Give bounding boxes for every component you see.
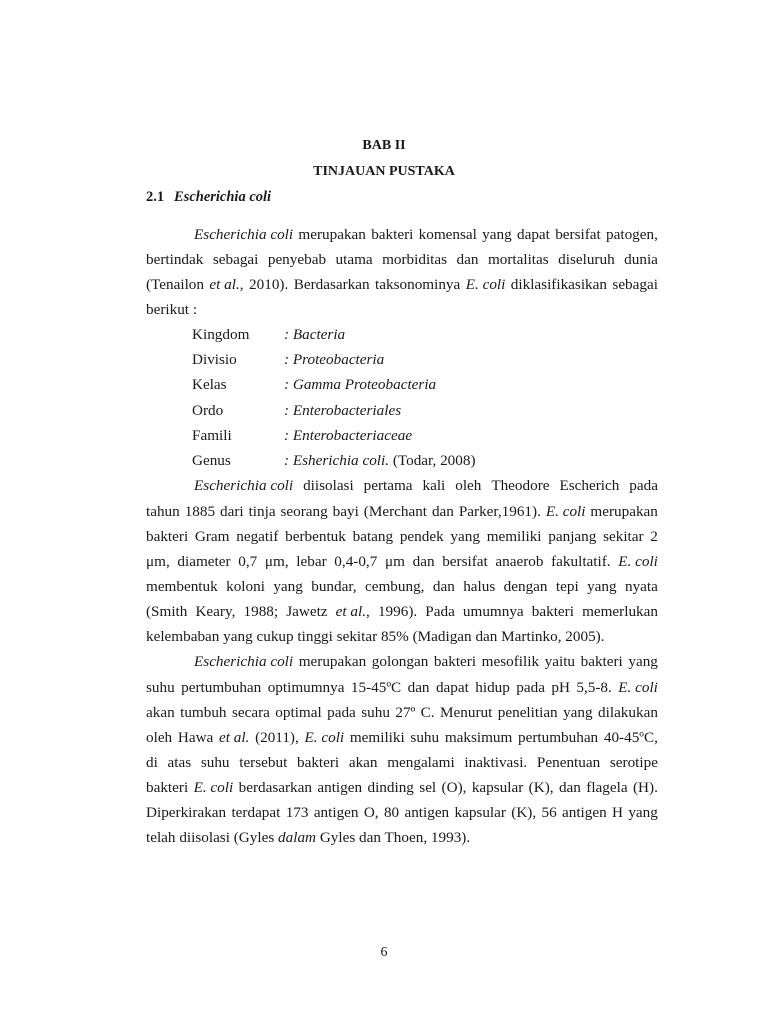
word: bayi xyxy=(332,503,359,520)
paragraph-1-line-2 xyxy=(146,251,658,269)
word: patogen, xyxy=(606,226,658,243)
word: 15-45ºC xyxy=(350,679,402,696)
word: umumnya xyxy=(462,603,524,620)
word: memerlukan xyxy=(582,603,658,620)
paragraph-2-line-2 xyxy=(146,503,658,521)
word: dan xyxy=(432,578,455,595)
word: seorang xyxy=(280,503,328,520)
word: kapsular xyxy=(454,804,506,821)
word: sekitar xyxy=(603,528,644,545)
paragraph-3-line-6 xyxy=(146,779,658,797)
word: E. coli xyxy=(193,779,234,796)
section-title: Escherichia coli xyxy=(174,189,272,205)
word: sebagai xyxy=(212,251,259,268)
taxonomy-row xyxy=(192,351,384,369)
word: antigen xyxy=(404,804,450,821)
word: (Gyles xyxy=(233,829,275,846)
word: dan xyxy=(456,251,479,268)
word: E. coli xyxy=(618,679,658,696)
word: diklasifikasikan xyxy=(510,276,607,293)
word: yang xyxy=(628,653,658,670)
word: Escherichia coli xyxy=(194,477,294,494)
word: dunia xyxy=(624,251,658,268)
section-number: 2.1 xyxy=(146,189,165,205)
word: dinding xyxy=(367,779,414,796)
word: cembung, xyxy=(365,578,425,595)
word: bersifat xyxy=(442,553,488,570)
word: penyebab xyxy=(267,251,327,268)
word: 5,5-8. xyxy=(576,679,612,696)
word: diisolasi xyxy=(179,829,230,846)
paragraph-3-line-7 xyxy=(146,804,658,822)
word: E. coli xyxy=(465,276,506,293)
taxonomy-value: : Gamma Proteobacteria xyxy=(284,376,437,393)
word: Berdasarkan xyxy=(293,276,370,293)
word: dan xyxy=(412,553,435,570)
word: yang xyxy=(587,578,617,595)
word: bakteri xyxy=(371,226,414,243)
word: yang xyxy=(223,628,253,645)
taxonomy-rank: Famili xyxy=(192,427,232,444)
taxonomy-rank: Genus xyxy=(192,452,231,469)
word: penelitian xyxy=(497,704,558,721)
word: pada xyxy=(516,679,545,696)
word: utama xyxy=(335,251,373,268)
word: halus xyxy=(463,578,496,595)
word: mesofilik xyxy=(481,653,540,670)
word: fakultatif. xyxy=(551,553,611,570)
word: 2 xyxy=(650,528,658,545)
word: negatif xyxy=(236,528,279,545)
word: 27º xyxy=(395,704,416,721)
word: merupakan xyxy=(298,226,366,243)
paragraph-1-line-1 xyxy=(194,226,658,244)
word: suhu xyxy=(410,729,440,746)
word: dapat xyxy=(435,679,469,696)
word: tepi xyxy=(555,578,579,595)
word: Gram xyxy=(194,528,230,545)
paragraph-2-line-4 xyxy=(146,553,658,571)
paragraph-2-line-3 xyxy=(146,528,658,546)
word: (O), xyxy=(441,779,467,796)
word: Hawa xyxy=(177,729,214,746)
word: pertama xyxy=(363,477,413,494)
word: antigen xyxy=(562,804,607,821)
word: suhu xyxy=(200,754,230,771)
word: et al., xyxy=(209,276,244,293)
word: (Madigan xyxy=(412,628,472,645)
paragraph-1-line-4 xyxy=(146,301,658,319)
word: berbentuk xyxy=(285,528,346,545)
word: 1993). xyxy=(430,829,471,846)
paragraph-3-line-8 xyxy=(146,829,658,847)
word: 85% xyxy=(380,628,409,645)
word: dari xyxy=(220,503,244,520)
word: dalam xyxy=(278,829,317,846)
word: akan xyxy=(146,704,175,721)
word: secara xyxy=(231,704,270,721)
word: tinja xyxy=(248,503,276,520)
word: merupakan xyxy=(590,503,658,520)
paragraph-2-line-7 xyxy=(146,628,658,646)
word: pertumbuhan xyxy=(181,679,262,696)
word: terdapat xyxy=(231,804,281,821)
word: pH xyxy=(551,679,570,696)
word: dengan xyxy=(503,578,548,595)
word: Penentuan xyxy=(536,754,601,771)
word: Escherichia coli xyxy=(194,653,294,670)
word: bakteri xyxy=(146,779,189,796)
word: antigen xyxy=(317,779,363,796)
taxonomy-value: : Enterobacteriaceae xyxy=(284,427,413,444)
word: atas xyxy=(167,754,192,771)
word: bersifat xyxy=(555,226,601,243)
word: 2010). xyxy=(249,276,289,293)
word: merupakan xyxy=(298,653,367,670)
taxonomy-rank: Kingdom xyxy=(192,326,250,343)
word: Thoen, xyxy=(384,829,428,846)
word: memiliki xyxy=(349,729,405,746)
paragraph-2-line-5 xyxy=(146,578,658,596)
word: 40-45ºC, xyxy=(603,729,658,746)
word: memiliki xyxy=(486,528,542,545)
word: 0,7 xyxy=(238,553,258,570)
word: di xyxy=(146,754,158,771)
word: tinggi xyxy=(297,628,333,645)
word: optimal xyxy=(275,704,322,721)
word: (Smith xyxy=(146,603,188,620)
word: 173 xyxy=(285,804,309,821)
word: E. coli xyxy=(545,503,586,520)
section-heading xyxy=(146,189,271,206)
word: kelembaban xyxy=(146,628,220,645)
word: μm, xyxy=(264,553,289,570)
word: yang xyxy=(628,804,658,821)
word: optimumnya xyxy=(267,679,345,696)
word: kapsular xyxy=(471,779,524,796)
word: kali xyxy=(422,477,446,494)
word: 80 xyxy=(383,804,400,821)
word: μm, xyxy=(146,553,170,570)
word: dilakukan xyxy=(598,704,658,721)
taxonomy-row xyxy=(192,427,412,445)
paragraph-3-line-4 xyxy=(146,729,658,747)
word: bundar, xyxy=(311,578,357,595)
word: dan xyxy=(475,628,498,645)
word: Pada xyxy=(425,603,455,620)
word: lebar xyxy=(296,553,327,570)
taxonomy-citation: (Todar, 2008) xyxy=(389,452,476,469)
word: komensal xyxy=(418,226,477,243)
word: membentuk xyxy=(146,578,218,595)
word: Keary, xyxy=(195,603,236,620)
word: 0,4-0,7 xyxy=(334,553,378,570)
word: E. coli xyxy=(618,553,658,570)
word: bakteri xyxy=(296,754,340,771)
paragraph-3-line-2 xyxy=(146,679,658,697)
taxonomy-value: : Proteobacteria xyxy=(284,351,385,368)
word: mortalitas xyxy=(487,251,549,268)
word: antigen xyxy=(313,804,359,821)
chapter-label: BAB II xyxy=(362,138,406,153)
word: (H). xyxy=(633,779,658,796)
word: suhu xyxy=(146,679,175,696)
word: inaktivasi. xyxy=(464,754,528,771)
word: anaerob xyxy=(495,553,544,570)
word: 1885 xyxy=(184,503,216,520)
word: akan xyxy=(348,754,378,771)
word: tersebut xyxy=(239,754,288,771)
word: dapat xyxy=(517,226,550,243)
word: hidup xyxy=(475,679,510,696)
word: suhu xyxy=(361,704,390,721)
word: pada xyxy=(327,704,356,721)
word: pada xyxy=(629,477,658,494)
page-number: 6 xyxy=(380,945,388,960)
word: bakteri xyxy=(580,653,623,670)
word: sel xyxy=(419,779,437,796)
taxonomy-row xyxy=(192,402,401,420)
word: telah xyxy=(146,829,176,846)
word: batang xyxy=(352,528,394,545)
word: Escherichia coli xyxy=(194,226,294,243)
word: C. xyxy=(420,704,435,721)
word: yaitu xyxy=(544,653,576,670)
word: pendek xyxy=(399,528,444,545)
word: E. coli xyxy=(304,729,345,746)
word: taksonominya xyxy=(375,276,461,293)
word: tahun xyxy=(146,503,180,520)
word: O, xyxy=(363,804,379,821)
word: sebagai xyxy=(612,276,658,293)
word: dan xyxy=(359,829,381,846)
paragraph-3-line-5 xyxy=(146,754,658,772)
word: (2011), xyxy=(255,729,299,746)
word: Jawetz xyxy=(286,603,328,620)
word: H xyxy=(612,804,623,821)
word: diseluruh xyxy=(558,251,615,268)
word: berdasarkan xyxy=(238,779,312,796)
word: Theodore xyxy=(491,477,550,494)
word: diisolasi xyxy=(303,477,354,494)
word: yang xyxy=(563,704,593,721)
word: Martinko, xyxy=(501,628,562,645)
word: sekitar xyxy=(336,628,378,645)
word: nyata xyxy=(624,578,658,595)
word: flagela xyxy=(586,779,628,796)
taxonomy-row xyxy=(192,376,436,394)
word: bakteri xyxy=(146,528,189,545)
word: oleh xyxy=(146,729,173,746)
word: koloni xyxy=(226,578,265,595)
word: dan xyxy=(558,779,581,796)
word: dan xyxy=(431,503,454,520)
word: (Merchant xyxy=(363,503,428,520)
word: serotipe xyxy=(609,754,658,771)
word: tumbuh xyxy=(180,704,227,721)
word: berikut xyxy=(146,301,190,318)
word: pertumbuhan xyxy=(518,729,599,746)
word: bertindak xyxy=(146,251,204,268)
paragraph-3-line-1 xyxy=(194,653,658,671)
taxonomy-value: : Esherichia coli. xyxy=(284,452,390,469)
word: 1988; xyxy=(243,603,279,620)
word: 56 xyxy=(541,804,557,821)
taxonomy-rank: Kelas xyxy=(192,376,227,393)
word: cukup xyxy=(256,628,294,645)
word: golongan xyxy=(371,653,429,670)
paragraph-3-line-3 xyxy=(146,704,658,722)
word: yang xyxy=(273,578,303,595)
word: diameter xyxy=(177,553,231,570)
word: (Tenailon xyxy=(146,276,204,293)
word: et al., xyxy=(335,603,370,620)
word: bakteri xyxy=(433,653,477,670)
taxonomy-row xyxy=(192,452,476,470)
word: 2005). xyxy=(565,628,605,645)
word: (K), xyxy=(528,779,554,796)
paragraph-1-line-3 xyxy=(146,276,658,294)
taxonomy-value: : Bacteria xyxy=(284,326,346,343)
word: Parker,1961). xyxy=(458,503,541,520)
paragraph-2-line-1 xyxy=(194,477,658,495)
word: bakteri xyxy=(531,603,574,620)
paragraph-2-line-6 xyxy=(146,603,658,621)
word: : xyxy=(192,301,198,318)
chapter-title: TINJAUAN PUSTAKA xyxy=(313,164,455,179)
word: Escherich xyxy=(559,477,620,494)
word: μm xyxy=(384,553,405,570)
taxonomy-rank: Divisio xyxy=(192,351,237,368)
word: et al. xyxy=(218,729,250,746)
word: Gyles xyxy=(319,829,356,846)
word: yang xyxy=(482,226,512,243)
word: panjang xyxy=(548,528,597,545)
word: mengalami xyxy=(387,754,455,771)
word: Diperkirakan xyxy=(146,804,227,821)
word: dan xyxy=(407,679,430,696)
taxonomy-rank: Ordo xyxy=(192,402,224,419)
taxonomy-value: : Enterobacteriales xyxy=(284,402,402,419)
word: oleh xyxy=(455,477,482,494)
word: 1996). xyxy=(377,603,418,620)
word: (K), xyxy=(511,804,537,821)
word: morbiditas xyxy=(382,251,448,268)
word: Menurut xyxy=(440,704,493,721)
word: maksimum xyxy=(444,729,513,746)
word: yang xyxy=(450,528,480,545)
taxonomy-row xyxy=(192,326,345,344)
